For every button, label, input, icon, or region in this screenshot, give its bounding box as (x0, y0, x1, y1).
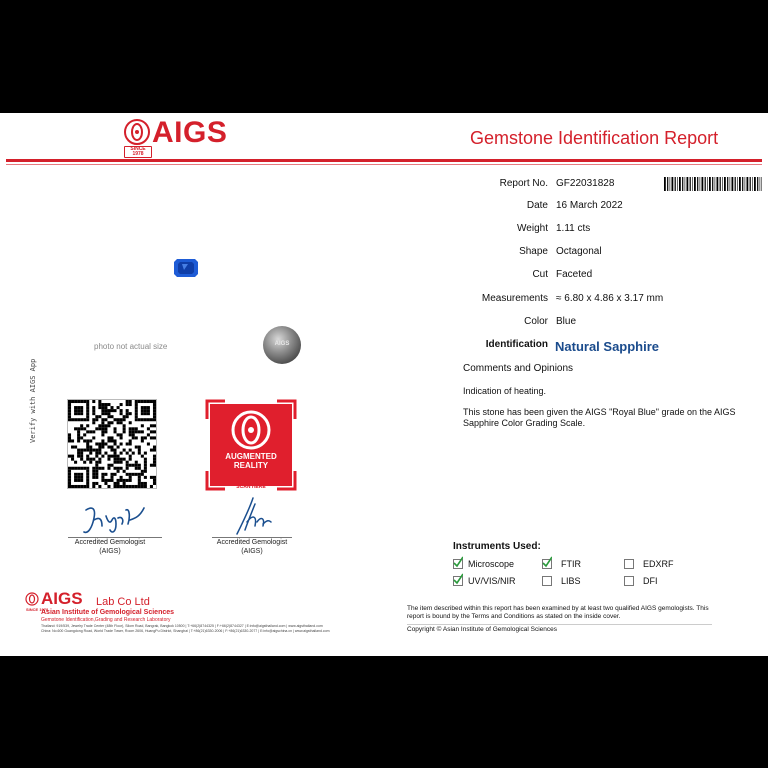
aigs-seal-icon (124, 119, 150, 145)
ar-label (210, 452, 292, 470)
signature-caption-2 (202, 538, 302, 556)
disclaimer-text: The item described within this report has been examined by at least two qualified AIGS gemologists. This report is bound by the Terms and Conditions as stated on the inside cover. (407, 605, 709, 620)
instrument-label-libs: LIBS (561, 576, 581, 586)
hologram-text: AIGS (274, 341, 290, 347)
header-divider-thin (6, 164, 762, 165)
qr-code-icon[interactable] (67, 399, 157, 489)
cut-value: Faceted (556, 269, 593, 280)
footer-address-thailand: Thailand: 919/539, Jewelry Trade Center (48th Floor), Silom Road, Bangrak, Bangkok 10500 | T:+66(2)8744325 | F:+66(2)8744327 | E:info@aigsthailand.com | www.aigsthailand.com (41, 624, 323, 628)
signature-org-1: (AIGS) (99, 548, 121, 555)
check-icon (542, 556, 552, 568)
signature-caption-1 (60, 538, 160, 556)
verify-text: Verify with AIGS App (29, 358, 37, 443)
footer-institute: Asian Institute of Gemological Sciences (41, 609, 175, 616)
report-no-value: GF22031828 (556, 178, 615, 189)
footer-address-china: China: No.600 Guangdong Road, World Trade Tower, Room 2606, HuangPu District, Shanghai | T:+86(21)6330-2006 | F:+86(21)6330-2077 | E:info@aigschina.cn | www.aigsthailand.com (41, 629, 330, 633)
instrument-label-edxrf: EDXRF (643, 559, 674, 569)
checkbox-microscope[interactable] (453, 559, 463, 569)
color-label: Color (524, 316, 548, 327)
signature-1 (78, 498, 148, 538)
checkbox-edxrf[interactable] (624, 559, 634, 569)
gemstone-photo (174, 259, 198, 277)
signature-title-1: Accredited Gemologist (74, 539, 146, 546)
color-value: Blue (556, 316, 577, 327)
signature-org-2: (AIGS) (241, 548, 263, 555)
comment-heating: Indication of heating. (463, 386, 547, 396)
report-no-label: Report No. (499, 178, 548, 189)
disclaimer-divider (407, 624, 712, 625)
cut-label: Cut (532, 269, 548, 280)
instrument-label-dfi: DFI (643, 576, 658, 586)
shape-label: Shape (519, 246, 548, 257)
footer-brand: AIGS (41, 589, 83, 608)
identification-value: Natural Sapphire (555, 339, 660, 354)
shape-value: Octagonal (556, 246, 602, 257)
instruments-heading: Instruments Used: (453, 541, 541, 552)
header-divider (6, 159, 762, 162)
footer-subtitle: Gemstone Identification,Grading and Research Laboratory (41, 617, 171, 623)
checkbox-dfi[interactable] (624, 576, 634, 586)
date-label: Date (526, 200, 548, 211)
hologram-seal (263, 326, 301, 364)
barcode-icon (664, 177, 762, 191)
signature-2 (225, 496, 275, 538)
report-page (0, 113, 768, 656)
measurements-label: Measurements (481, 293, 548, 304)
photo-note: photo not actual size (94, 342, 168, 351)
instrument-label-uv-vis-nir: UV/VIS/NIR (468, 576, 516, 586)
ar-label-line1: AUGMENTED (225, 452, 277, 461)
report-title: Gemstone Identification Report (470, 128, 719, 148)
ar-panel (210, 404, 292, 486)
check-icon (453, 573, 463, 585)
weight-value: 1.11 cts (556, 223, 591, 234)
logo-since-badge: SINCE 1978 (124, 146, 152, 158)
aigs-seal-icon (231, 410, 271, 450)
footer-seal-icon (25, 592, 39, 606)
ar-label-line2: REALITY (233, 461, 269, 470)
signature-title-2: Accredited Gemologist (216, 539, 288, 546)
footer-lab: Lab Co Ltd (96, 596, 150, 608)
copyright-text: Copyright © Asian Institute of Gemological Sciences (407, 626, 558, 633)
weight-label: Weight (517, 223, 548, 234)
instrument-label-microscope: Microscope (468, 559, 515, 569)
instrument-label-ftir: FTIR (561, 559, 581, 569)
comments-heading: Comments and Opinions (463, 363, 574, 374)
checkbox-uv-vis-nir[interactable] (453, 576, 463, 586)
logo-text: AIGS (152, 116, 228, 149)
identification-label: Identification (485, 339, 548, 350)
check-icon (453, 556, 463, 568)
comment-grade: This stone has been given the AIGS "Royal Blue" grade on the AIGS Sapphire Color Grading Scale. (463, 407, 736, 428)
checkbox-libs[interactable] (542, 576, 552, 586)
date-value: 16 March 2022 (556, 200, 623, 211)
footer-since: SINCE 1978 (26, 607, 49, 612)
ar-scan-text: SCAN HERE (236, 484, 266, 490)
measurements-value: ≈ 6.80 x 4.86 x 3.17 mm (556, 293, 664, 304)
augmented-reality-badge[interactable] (205, 399, 297, 495)
checkbox-ftir[interactable] (542, 559, 552, 569)
